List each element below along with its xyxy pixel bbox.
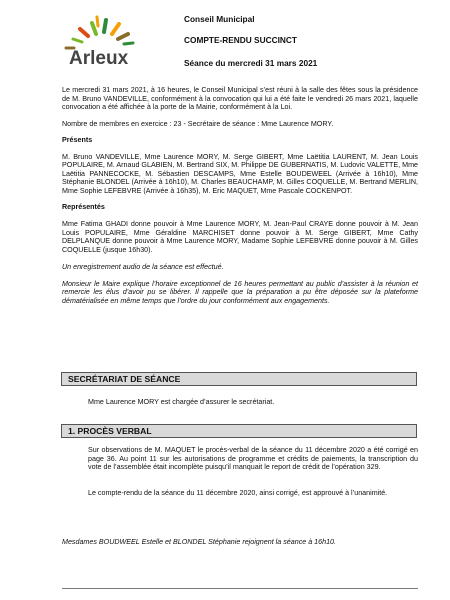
represented-list: Mme Fatima GHADI donne pouvoir à Mme Laurence MORY, M. Jean-Paul CRAYE donne pouvoir à M. Jean Louis POPULAIRE, Mme Géraldine MARCHISET donne pouvoir à M. Serge GIBERT, Mme Cathy DELPLANQUE donne pouvoir à Mme Laurence MORY, Madame Sophie LEFEBVRE donne pouvoir à M. Gilles COQUELLE (jusque 16h30).: [62, 220, 418, 254]
members-line: Nombre de membres en exercice : 23 - Secrétaire de séance : Mme Laurence MORY.: [62, 119, 334, 128]
arleux-logo-graphic: [62, 14, 140, 70]
document-type: COMPTE-RENDU SUCCINCT: [184, 35, 297, 45]
logo-wordmark: Arleux: [69, 48, 129, 69]
section-secretariat-heading: SECRÉTARIAT DE SÉANCE: [61, 372, 417, 386]
org-name: Conseil Municipal: [184, 14, 255, 24]
session-date: Séance du mercredi 31 mars 2021: [184, 58, 318, 68]
present-heading: Présents: [62, 136, 93, 145]
represented-heading: Représentés: [62, 203, 105, 212]
document-header: [184, 14, 434, 68]
bottom-divider: [62, 588, 418, 589]
intro-paragraph: Le mercredi 31 mars 2021, à 16 heures, le Conseil Municipal s’est réuni à la salle des fêtes sous la présidence de M. Bruno VANDEVILLE, conformément à la convocation qui lui a été faite le vendredi 26 mars 2021, laquelle convocation a été affichée à la porte de la Mairie, conformément à la Loi.: [62, 86, 418, 112]
audio-note: Un enregistrement audio de la séance est effectué.: [62, 263, 224, 272]
section-proces-verbal-heading: 1. PROCÈS VERBAL: [61, 424, 417, 438]
secretariat-text: Mme Laurence MORY est chargée d’assurer le secrétariat.: [88, 398, 275, 406]
arleux-logo: [62, 14, 140, 70]
proces-verbal-paragraph-2: Le compte-rendu de la séance du 11 décembre 2020, ainsi corrigé, est approuvé à l’unanimité.: [88, 489, 388, 497]
mayor-note: Monsieur le Maire explique l’horaire exceptionnel de 16 heures permettant au public d’assister à la réunion et remercie les élus d’avoir pu se libérer. Il rappelle que la préparation a pu être déposée sur la plateforme dématérialisée en même temps que l’ordre du jour conformément aux engagements.: [62, 279, 418, 305]
late-arrival-note: Mesdames BOUDWEEL Estelle et BLONDEL Stéphanie rejoignent la séance à 16h10.: [62, 538, 337, 546]
present-list: M. Bruno VANDEVILLE, Mme Laurence MORY, M. Serge GIBERT, Mme Laëtitia LAURENT, M. Jean Louis POPULAIRE, M. Arnaud GLABIEN, M. Bertrand SIX, M. Philippe DE GUBERNATIS, M. Ludovic VALETTE, Mme Laëtitia PANNECOCKE, M. Sébastien DESCAMPS, Mme Estelle BOUDEWEEL (Arrivée à 16h10), Mme Stéphanie BLONDEL (Arrivée à 16h10), M. Charles BEAUCHAMP, M. Gilles COQUELLE, M. Bertrand MERLIN, Mme Sophie LEFEBVRE (Arrivée à 16h35), M. Eric MAQUET, Mme Pascale COCKENPOT.: [62, 152, 418, 195]
proces-verbal-paragraph-1: Sur observations de M. MAQUET le procès-verbal de la séance du 11 décembre 2020 a été corrigé en page 36. Au point 11 sur les autorisations de programme et crédits de paiements, la transcription du vote de l’assemblée était incomplète puisqu’il manquait le report de crédit de l’opération 329.: [88, 446, 418, 472]
document-body: [62, 86, 418, 305]
